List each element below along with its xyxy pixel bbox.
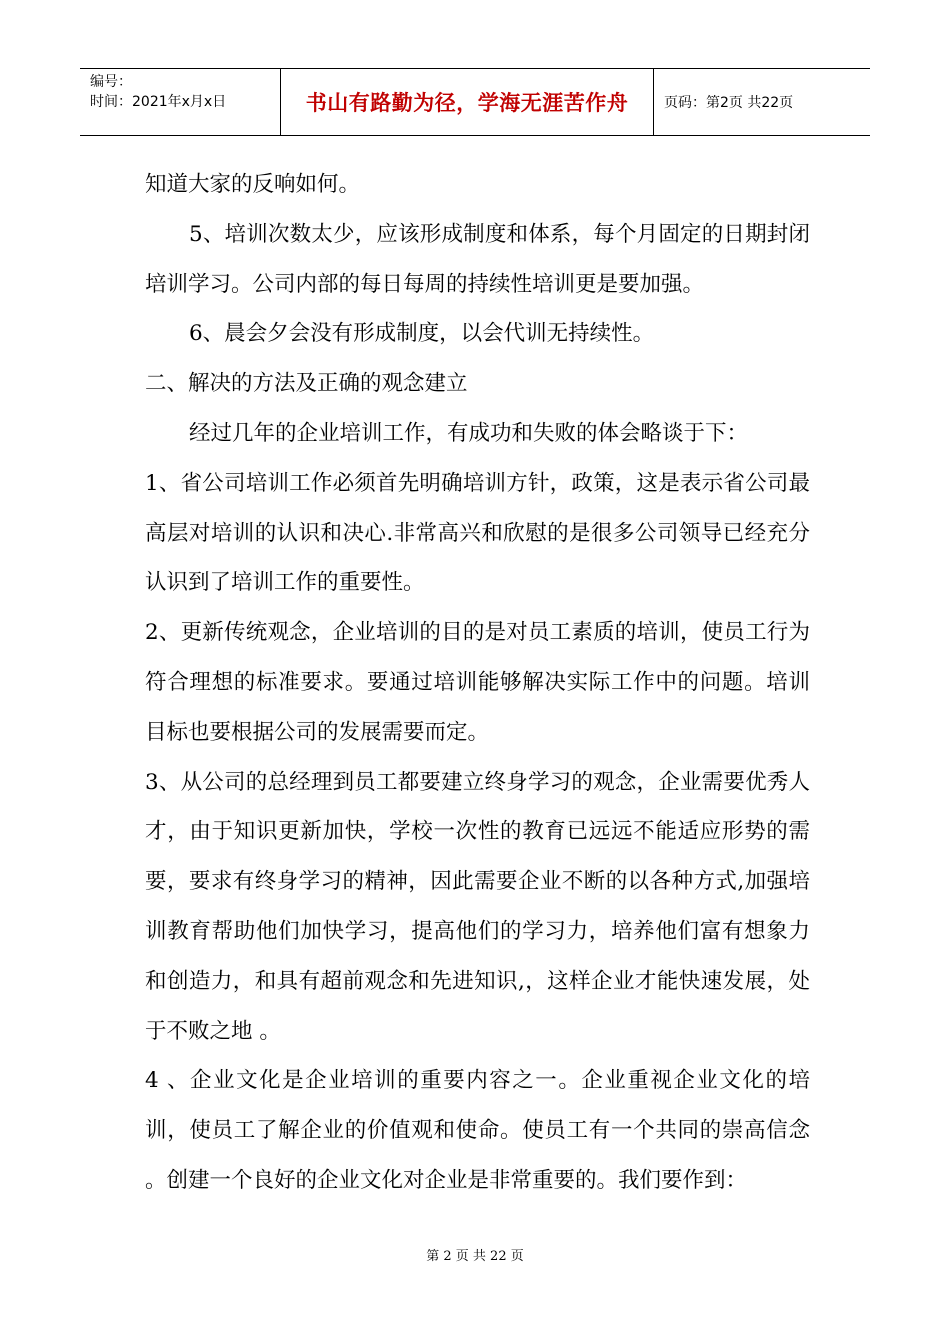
paragraph-point-1: 1、省公司培训工作必须首先明确培训方针，政策，这是表示省公司最高层对培训的认识和决心.非常高兴和欣慰的是很多公司领导已经充分认识到了培训工作的重要性。 bbox=[145, 470, 810, 596]
paragraph-point-3: 3、从公司的总经理到员工都要建立终身学习的观念，企业需要优秀人才，由于知识更新加快，学校一次性的教育已远远不能适应形势的需要，要求有终身学习的精神，因此需要企业不断的以各种方式,加强培训教育帮助他们加快学习，提高他们的学习力，培养他们富有想象力和创造力，和具有超前观念和先进知识,，这样企业才能快速发展，处于不败之地 。 bbox=[145, 769, 810, 1044]
header-page-info: 页码：第2页 共22页 bbox=[664, 95, 794, 111]
paragraph-continuation: 知道大家的反响如何。 bbox=[145, 172, 361, 197]
document-time-label: 时间：2021年x月x日 bbox=[90, 94, 227, 110]
paragraph-item-5: 5、培训次数太少，应该形成制度和体系，每个月固定的日期封闭培训学习。公司内部的每日每周的持续性培训更是要加强。 bbox=[145, 221, 810, 297]
paragraph-point-4: 4 、企业文化是企业培训的重要内容之一。企业重视企业文化的培训，使员工了解企业的价值观和使命。使员工有一个共同的崇高信念 。创建一个良好的企业文化对企业是非常重要的。我们要作到： bbox=[145, 1068, 810, 1193]
section-heading: 二、解决的方法及正确的观念建立 bbox=[145, 371, 468, 397]
document-body bbox=[145, 160, 810, 1206]
paragraph-point-2: 2、更新传统观念，企业培训的目的是对员工素质的培训，使员工行为符合理想的标准要求。要通过培训能够解决实际工作中的问题。培训目标也要根据公司的发展需要而定。 bbox=[145, 620, 810, 745]
page-header bbox=[80, 68, 870, 136]
paragraph-item-6: 6、晨会夕会没有形成制度，以会代训无持续性。 bbox=[189, 321, 655, 347]
paragraph-intro: 经过几年的企业培训工作，有成功和失败的体会略谈于下： bbox=[189, 420, 749, 446]
header-meta bbox=[80, 69, 280, 135]
header-motto: 书山有路勤为径，学海无涯苦作舟 bbox=[280, 69, 654, 135]
document-number-label: 编号： bbox=[90, 74, 132, 90]
page-footer: 第 2 页 共 22 页 bbox=[426, 1249, 524, 1264]
